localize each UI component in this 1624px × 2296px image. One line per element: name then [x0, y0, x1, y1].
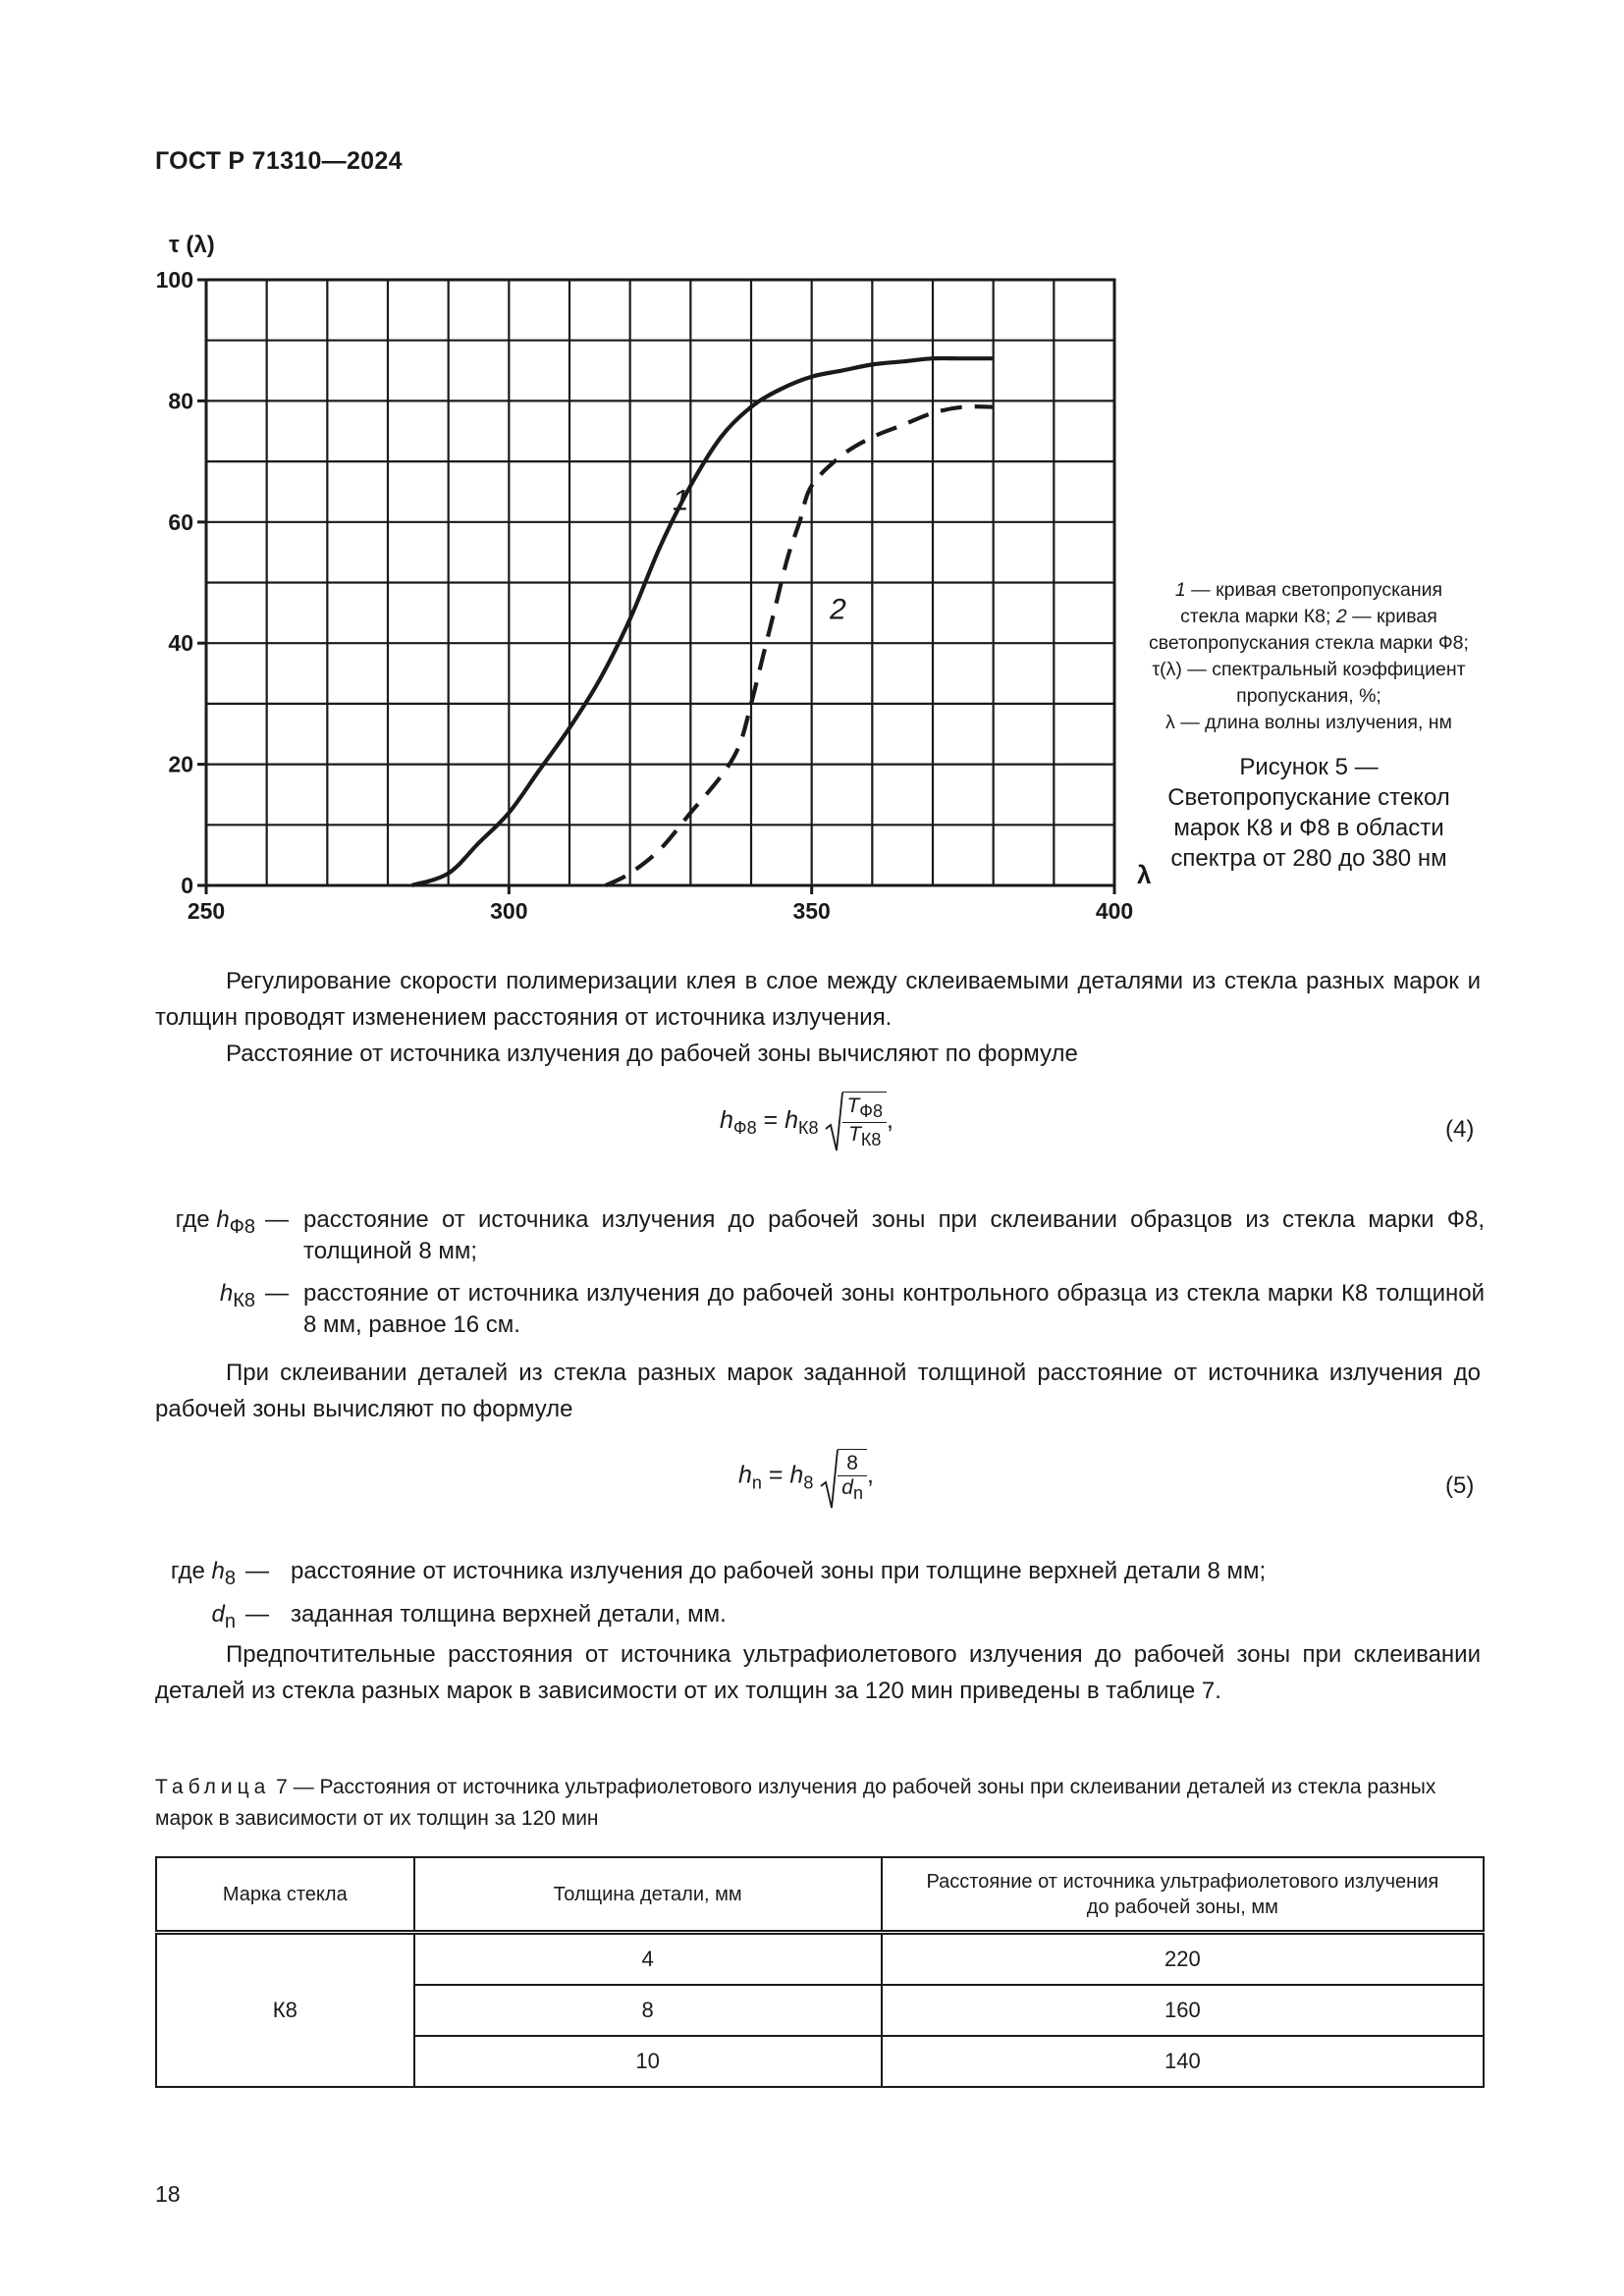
formula-5-lhs: h — [738, 1461, 752, 1489]
where-prefix-3: где — [170, 1558, 205, 1584]
formula-5-lhs-sub: n — [751, 1472, 762, 1493]
paragraph-3: При склеивании деталей из стекла разных марок заданной толщиной расстояние от источника излучения до рабочей зоны вычисляют по формуле — [155, 1360, 1481, 1422]
y-axis-label: τ (λ) — [169, 232, 215, 258]
formula-5-numerator: 8 — [838, 1452, 867, 1476]
table-header-distance: Расстояние от источника ультрафиолетового излучения до рабочей зоны, мм — [882, 1857, 1484, 1933]
legend-text-1: — кривая светопропускания стекла марки К8; — [1180, 579, 1443, 627]
where-symbol-2: h — [219, 1280, 234, 1307]
where-symbol-1: h — [216, 1206, 230, 1233]
paragraph-1: Регулирование скорости полимеризации клея в слое между склеиваемыми деталями из стекла разных марок и толщин проводят изменением расстояния от источника излучения. — [155, 968, 1481, 1031]
formula-5-sqrt — [820, 1449, 867, 1504]
x-axis-label: λ — [1137, 860, 1152, 889]
where-desc-1: расстояние от источника излучения до рабочей зоны при склеивании образцов из стекла марки Ф8, толщиной 8 мм; — [303, 1206, 1485, 1264]
table-header-row — [156, 1857, 1484, 1933]
x-tick-label: 250 — [187, 898, 226, 924]
legend-text-3: τ(λ) — спектральный коэффициент пропускания, %; — [1152, 659, 1466, 707]
y-tick-label: 100 — [155, 267, 193, 293]
formula-5-denominator-sub: n — [852, 1483, 863, 1504]
curve-annotation-1: 1 — [672, 484, 689, 517]
where-symbol-sub-3: 8 — [224, 1567, 236, 1589]
where-prefix-1: где — [175, 1206, 210, 1233]
paragraph-4: Предпочтительные расстояния от источника ультрафиолетового излучения до рабочей зоны при склеивании деталей из стекла разных марок в зависимости от их толщин за 120 мин приведены в таблице 7. — [155, 1641, 1481, 1704]
legend-number-2: 2 — [1335, 606, 1347, 627]
formula-4-numerator: T — [846, 1095, 860, 1117]
distance-table — [155, 1856, 1485, 2088]
formula-4 — [720, 1092, 893, 1150]
page-number: 18 — [155, 2181, 181, 2207]
formula-5-equals: = — [761, 1461, 790, 1489]
where-symbol-sub-2: К8 — [233, 1289, 255, 1311]
table-cell-glass-grade: К8 — [156, 1933, 414, 2088]
table-header-glass-grade: Марка стекла — [156, 1857, 414, 1933]
curve-annotation-2: 2 — [830, 593, 846, 626]
y-tick-label: 60 — [168, 508, 193, 535]
formula-4-lhs-sub: Ф8 — [732, 1117, 757, 1138]
table-caption — [155, 1772, 1481, 1835]
legend-text-4: λ — длина волны излучения, нм — [1165, 712, 1452, 733]
chart-axes — [197, 280, 1114, 894]
where-item-1 — [155, 1204, 1485, 1273]
where-dash-3: — — [245, 1558, 269, 1584]
equation-number-5: (5) — [1445, 1472, 1475, 1499]
x-tick-label: 300 — [490, 898, 528, 924]
formula-4-equals: = — [756, 1105, 785, 1134]
table-cell-distance: 160 — [882, 1985, 1484, 2036]
table-row — [156, 1933, 1484, 1986]
table-cell-distance: 220 — [882, 1933, 1484, 1986]
formula-4-comma: , — [887, 1105, 893, 1134]
document-header: ГОСТ Р 71310—2024 — [155, 147, 403, 175]
chart-labels — [156, 232, 1152, 924]
x-tick-label: 400 — [1095, 898, 1134, 924]
paragraph-2: Расстояние от источника излучения до рабочей зоны вычисляют по формуле — [226, 1041, 1078, 1067]
table-cell-thickness: 8 — [414, 1985, 882, 2036]
y-tick-label: 0 — [181, 873, 193, 898]
table-cell-thickness: 4 — [414, 1933, 882, 1986]
where-symbol-sub-4: n — [224, 1610, 236, 1632]
figure-title: Рисунок 5 — Светопропускание стекол марок К8 и Ф8 в области спектра от 280 до 380 нм — [1167, 754, 1450, 872]
x-tick-label: 350 — [792, 898, 831, 924]
chart-series — [412, 358, 994, 885]
table-caption-label: Таблица — [155, 1776, 271, 1798]
table-header-thickness: Толщина детали, мм — [414, 1857, 882, 1933]
figure-legend — [1147, 577, 1471, 736]
series-line-1 — [412, 358, 994, 885]
equation-number-4: (4) — [1445, 1116, 1475, 1143]
where-dash-2: — — [265, 1280, 289, 1307]
series-line-2 — [606, 406, 994, 885]
formula-4-rhs-sub: К8 — [798, 1117, 819, 1138]
formula-5-rhs-sub: 8 — [803, 1472, 814, 1493]
transmission-chart — [147, 221, 1152, 937]
legend-number-1: 1 — [1174, 579, 1186, 601]
formula-4-rhs: h — [785, 1105, 799, 1134]
legend-text-2: — кривая светопропускания стекла марки Ф8; — [1149, 606, 1469, 654]
formula-4-numerator-sub: Ф8 — [859, 1101, 883, 1122]
formula-4-denominator: T — [848, 1123, 861, 1147]
where-desc-2: расстояние от источника излучения до рабочей зоны контрольного образца из стекла марки К8 толщиной 8 мм, равное 16 см. — [303, 1280, 1485, 1338]
formula-4-sqrt — [825, 1092, 887, 1150]
chart-grid — [206, 280, 1114, 885]
table-cell-thickness: 10 — [414, 2036, 882, 2087]
where-item-2 — [155, 1278, 1485, 1347]
y-tick-label: 80 — [168, 388, 193, 414]
formula-4-lhs: h — [720, 1105, 733, 1134]
where-dash-1: — — [265, 1206, 289, 1233]
formula-5-comma: , — [867, 1461, 874, 1489]
y-tick-label: 20 — [168, 751, 193, 777]
table-caption-number: 7 — [270, 1776, 288, 1798]
formula-5-rhs: h — [789, 1461, 804, 1489]
formula-5 — [738, 1449, 874, 1504]
where-symbol-3: h — [211, 1558, 225, 1584]
formula-4-denominator-sub: К8 — [860, 1130, 882, 1150]
y-tick-label: 40 — [168, 630, 193, 657]
where-desc-3: расстояние от источника излучения до рабочей зоны при толщине верхней детали 8 мм; — [291, 1558, 1267, 1584]
where-item-3 — [155, 1556, 1485, 1591]
where-desc-4: заданная толщина верхней детали, мм. — [291, 1601, 727, 1628]
table-cell-distance: 140 — [882, 2036, 1484, 2087]
figure-caption — [1147, 577, 1471, 874]
table-caption-text: — Расстояния от источника ультрафиолетового излучения до рабочей зоны при склеивании деталей из стекла разных марок в зависимости от их толщин за 120 мин — [155, 1776, 1436, 1830]
where-dash-4: — — [245, 1601, 269, 1628]
where-item-4 — [155, 1599, 1485, 1634]
where-symbol-sub-1: Ф8 — [229, 1215, 255, 1238]
formula-5-denominator: d — [841, 1476, 853, 1499]
where-symbol-4: d — [211, 1601, 225, 1628]
